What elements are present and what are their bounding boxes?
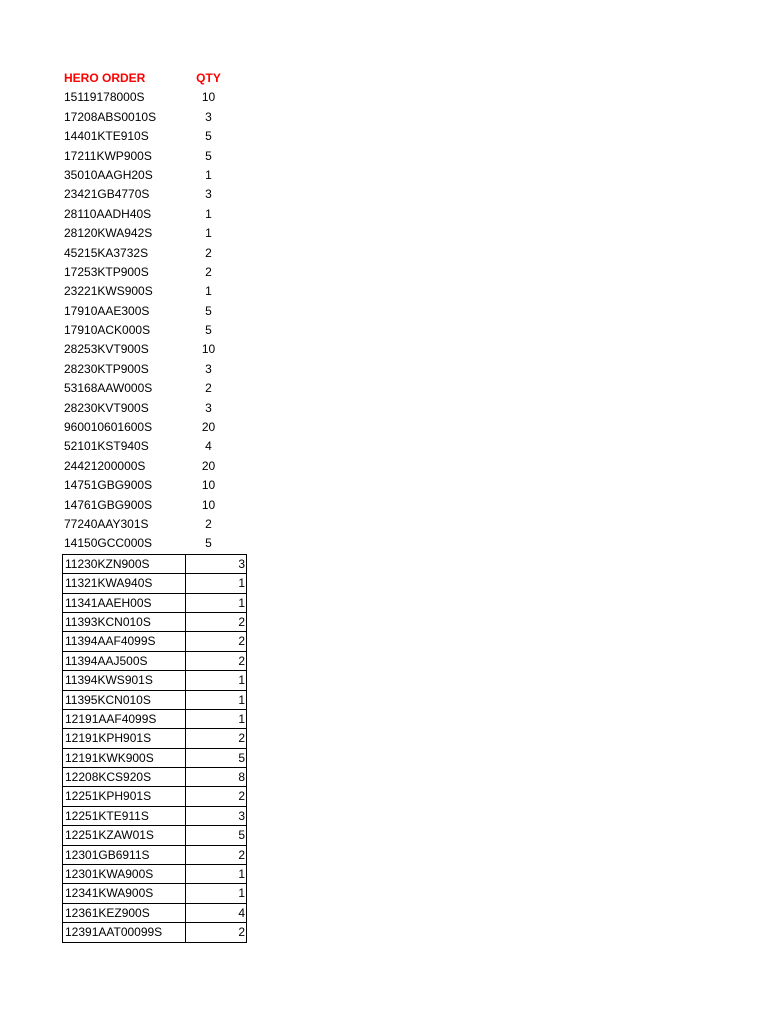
qty-cell[interactable]: 2: [186, 923, 247, 942]
qty-cell[interactable]: 5: [205, 148, 212, 163]
qty-cell[interactable]: 3: [205, 400, 212, 415]
qty-cell[interactable]: 5: [186, 749, 247, 768]
qty-cell[interactable]: 20: [201, 458, 216, 473]
order-cell[interactable]: 77240AAY301S: [64, 516, 149, 531]
order-cell[interactable]: 12251KTE911S: [62, 807, 186, 826]
order-cell[interactable]: 11321KWA940S: [62, 574, 186, 593]
order-cell[interactable]: 960010601600S: [64, 420, 153, 435]
table-row: [62, 555, 247, 574]
header-row: [62, 69, 247, 88]
qty-cell[interactable]: 10: [201, 90, 216, 105]
table-row: [62, 787, 247, 806]
order-cell[interactable]: 14761GBG900S: [64, 497, 153, 512]
order-cell[interactable]: 11394KWS901S: [62, 671, 186, 690]
table-row: [62, 652, 247, 671]
order-cell[interactable]: 17910ACK000S: [64, 323, 151, 338]
qty-cell[interactable]: 1: [186, 594, 247, 613]
order-cell[interactable]: 28110AADH40S: [64, 206, 152, 221]
table-row: [62, 185, 247, 204]
spreadsheet: [62, 69, 247, 943]
qty-cell[interactable]: 1: [205, 167, 212, 182]
order-cell[interactable]: 11395KCN010S: [62, 691, 186, 710]
qty-cell[interactable]: 5: [205, 129, 212, 144]
qty-cell[interactable]: 10: [201, 497, 216, 512]
table-row: [62, 244, 247, 263]
qty-cell[interactable]: 3: [205, 361, 212, 376]
table-row: [62, 147, 247, 166]
table-row: [62, 457, 247, 476]
table-row: [62, 846, 247, 865]
order-cell[interactable]: 23421GB4770S: [64, 187, 150, 202]
table-row: [62, 321, 247, 340]
order-cell[interactable]: 12341KWA900S: [62, 884, 186, 903]
order-cell[interactable]: 12251KZAW01S: [62, 826, 186, 845]
order-cell[interactable]: 45215KA3732S: [64, 245, 149, 260]
table-row: [62, 108, 247, 127]
order-cell[interactable]: 23221KWS900S: [64, 284, 153, 299]
table-row: [62, 826, 247, 845]
qty-cell[interactable]: 5: [205, 303, 212, 318]
qty-cell[interactable]: 2: [186, 632, 247, 651]
table-row: [62, 749, 247, 768]
qty-cell[interactable]: 5: [205, 536, 212, 551]
table-row: [62, 691, 247, 710]
table-row: [62, 302, 247, 321]
qty-cell[interactable]: 2: [186, 787, 247, 806]
order-cell[interactable]: 11230KZN900S: [62, 555, 186, 574]
order-cell[interactable]: 17211KWP900S: [64, 148, 152, 163]
qty-cell[interactable]: 2: [186, 846, 247, 865]
table-row: [62, 594, 247, 613]
table-row: [62, 166, 247, 185]
table-row: [62, 884, 247, 903]
qty-cell[interactable]: 5: [205, 323, 212, 338]
table-row: [62, 923, 247, 942]
qty-cell[interactable]: 1: [186, 710, 247, 729]
table-row: [62, 807, 247, 826]
qty-cell[interactable]: 20: [201, 420, 216, 435]
qty-cell[interactable]: 2: [205, 245, 212, 260]
qty-cell[interactable]: 10: [201, 342, 216, 357]
qty-cell[interactable]: 1: [205, 284, 212, 299]
table-row: [62, 729, 247, 748]
table-row: [62, 613, 247, 632]
qty-cell[interactable]: 2: [205, 381, 212, 396]
order-cell[interactable]: 17253KTP900S: [64, 264, 149, 279]
order-cell[interactable]: 28120KWA942S: [64, 226, 153, 241]
order-cell[interactable]: 11393KCN010S: [62, 613, 186, 632]
table-row: [62, 418, 247, 437]
table-row: [62, 671, 247, 690]
qty-column-header: QTY: [196, 71, 221, 85]
qty-cell[interactable]: 1: [205, 226, 212, 241]
table-row: [62, 515, 247, 534]
qty-cell[interactable]: 3: [186, 807, 247, 826]
order-cell[interactable]: 12361KEZ900S: [62, 904, 186, 923]
qty-cell[interactable]: 8: [186, 768, 247, 787]
table-row: [62, 399, 247, 418]
order-cell[interactable]: 11394AAF4099S: [62, 632, 186, 651]
qty-cell[interactable]: 1: [186, 691, 247, 710]
order-cell[interactable]: 12191KWK900S: [62, 749, 186, 768]
table-row: [62, 88, 247, 107]
table-row: [62, 632, 247, 651]
order-cell[interactable]: 28253KVT900S: [64, 342, 149, 357]
table-row: [62, 282, 247, 301]
qty-cell[interactable]: 1: [205, 206, 212, 221]
qty-cell[interactable]: 3: [205, 109, 212, 124]
bordered-order-table: [62, 554, 247, 943]
table-row: [62, 437, 247, 456]
qty-cell[interactable]: 2: [186, 613, 247, 632]
qty-cell[interactable]: 1: [186, 884, 247, 903]
order-column-header: HERO ORDER: [64, 71, 146, 85]
qty-cell[interactable]: 2: [186, 729, 247, 748]
order-cell[interactable]: 12301KWA900S: [62, 865, 186, 884]
order-cell[interactable]: 24421200000S: [64, 458, 146, 473]
qty-cell[interactable]: 2: [205, 516, 212, 531]
order-cell[interactable]: 15119178000S: [64, 90, 145, 105]
qty-cell[interactable]: 1: [186, 671, 247, 690]
order-cell[interactable]: 14401KTE910S: [64, 129, 149, 144]
qty-cell[interactable]: 3: [186, 555, 247, 574]
order-cell[interactable]: 17910AAE300S: [64, 303, 150, 318]
table-row: [62, 360, 247, 379]
qty-cell[interactable]: 10: [201, 478, 216, 493]
table-row: [62, 904, 247, 923]
table-row: [62, 263, 247, 282]
qty-cell[interactable]: 1: [186, 865, 247, 884]
table-row: [62, 710, 247, 729]
qty-cell[interactable]: 2: [186, 652, 247, 671]
table-row: [62, 865, 247, 884]
order-cell[interactable]: 12301GB6911S: [62, 846, 186, 865]
table-row: [62, 127, 247, 146]
table-row: [62, 476, 247, 495]
table-row: [62, 574, 247, 593]
table-row: [62, 496, 247, 515]
order-cell[interactable]: 12391AAT00099S: [62, 923, 186, 942]
order-cell[interactable]: 14751GBG900S: [64, 478, 153, 493]
order-cell[interactable]: 52101KST940S: [64, 439, 149, 454]
qty-cell[interactable]: 4: [186, 904, 247, 923]
qty-cell[interactable]: 2: [205, 264, 212, 279]
table-row: [62, 340, 247, 359]
table-row: [62, 205, 247, 224]
order-cell[interactable]: 17208ABS0010S: [64, 109, 157, 124]
order-cell[interactable]: 28230KVT900S: [64, 400, 149, 415]
order-cell[interactable]: 28230KTP900S: [64, 361, 149, 376]
qty-cell[interactable]: 3: [205, 187, 212, 202]
order-cell[interactable]: 53168AAW000S: [64, 381, 153, 396]
table-row: [62, 768, 247, 787]
order-cell[interactable]: 11394AAJ500S: [62, 652, 186, 671]
order-cell[interactable]: 35010AAGH20S: [64, 167, 153, 182]
order-cell[interactable]: 12191AAF4099S: [62, 710, 186, 729]
table-row: [62, 379, 247, 398]
qty-cell[interactable]: 5: [186, 826, 247, 845]
order-cell[interactable]: 12191KPH901S: [62, 729, 186, 748]
qty-cell[interactable]: 4: [205, 439, 212, 454]
order-cell[interactable]: 14150GCC000S: [64, 536, 153, 551]
order-cell[interactable]: 12251KPH901S: [62, 787, 186, 806]
table-row: [62, 534, 247, 553]
order-cell[interactable]: 11341AAEH00S: [62, 594, 186, 613]
table-row: [62, 224, 247, 243]
unbordered-order-list: [62, 88, 247, 553]
order-cell[interactable]: 12208KCS920S: [62, 768, 186, 787]
qty-cell[interactable]: 1: [186, 574, 247, 593]
